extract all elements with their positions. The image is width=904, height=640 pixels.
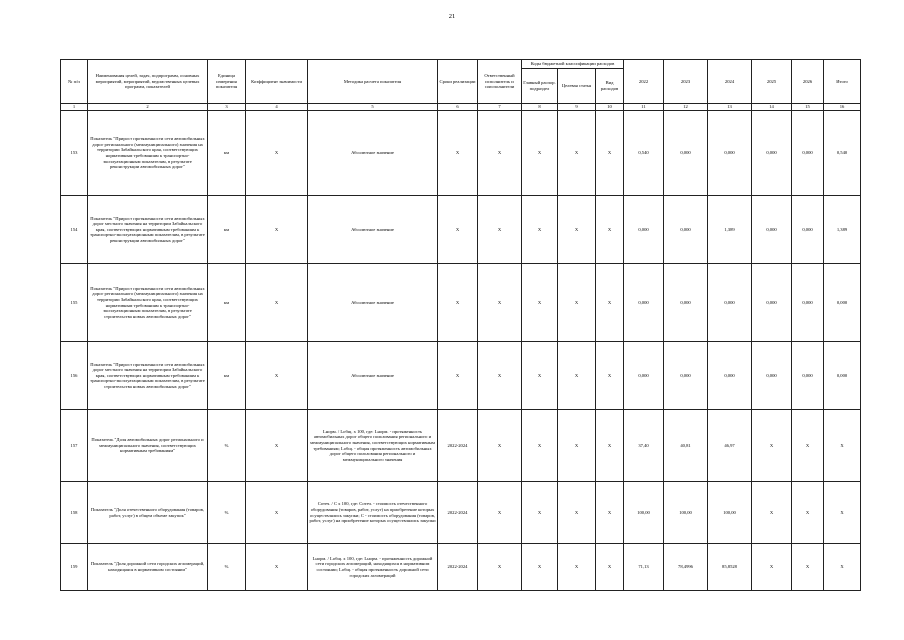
row-num: 154 (61, 196, 88, 264)
row-value-2024: 0,000 (708, 111, 752, 196)
header-year-2024: 2024 (708, 60, 752, 104)
header-name: Наименования целей, задач, подпрограмм, основных мероприятий, мероприятий, ведомственных целевых программ, показателей (88, 60, 208, 104)
row-value-2025: 0,000 (752, 342, 792, 410)
row-name: Показатель "Прирост протяженности сети автомобильных дорог регионального (межмуниципального) значения на территории Забайкальского края, соответствующих нормативным требованиям к транспортно-эксплуатационным показателям, в результате строительства новых автомобильных дорог" (88, 264, 208, 342)
column-number: 6 (438, 104, 478, 111)
header-target: Целевая статья (558, 69, 596, 104)
row-terms: Х (438, 342, 478, 410)
header-method: Методика расчета показателя (308, 60, 438, 104)
table-row (61, 544, 861, 591)
row-num: 155 (61, 264, 88, 342)
row-exp: Х (596, 264, 624, 342)
column-number: 2 (88, 104, 208, 111)
row-unit: км (208, 196, 246, 264)
row-num: 158 (61, 482, 88, 544)
row-value-2022: 0,000 (624, 196, 664, 264)
row-value-2024: 85,8528 (708, 544, 752, 591)
row-value-2026: 0,000 (792, 342, 824, 410)
row-num: 156 (61, 342, 88, 410)
header-unit: Единица измерения показателя (208, 60, 246, 104)
row-value-2024: 1,389 (708, 196, 752, 264)
row-value-2026: 0,000 (792, 196, 824, 264)
row-total: 1,389 (824, 196, 861, 264)
row-method: Абсолютное значение (308, 196, 438, 264)
row-value-2026: 0,000 (792, 111, 824, 196)
row-name: Показатель "Доля автомобильных дорог регионального и межмуниципального значения, соответствующих нормативным требованиям" (88, 410, 208, 482)
row-resp: Х (478, 482, 522, 544)
row-target: Х (558, 544, 596, 591)
row-total: Х (824, 410, 861, 482)
row-resp: Х (478, 544, 522, 591)
row-main: Х (522, 544, 558, 591)
row-value-2023: 0,000 (664, 111, 708, 196)
column-numbers-row (61, 104, 861, 111)
row-num: 159 (61, 544, 88, 591)
column-number: 14 (752, 104, 792, 111)
row-total: 0,000 (824, 264, 861, 342)
row-value-2022: 71,13 (624, 544, 664, 591)
row-coef: Х (246, 196, 308, 264)
row-name: Показатель "Прирост протяженности сети автомобильных дорог местного значения на территории Забайкальского края, соответствующих нормативным требованиям к транспортно-эксплуатационным показателям, в результате строительства новых автомобильных дорог" (88, 342, 208, 410)
row-main: Х (522, 111, 558, 196)
table-row (61, 482, 861, 544)
table-row (61, 410, 861, 482)
row-target: Х (558, 342, 596, 410)
row-resp: Х (478, 111, 522, 196)
row-coef: Х (246, 264, 308, 342)
row-exp: Х (596, 410, 624, 482)
row-value-2023: 0,000 (664, 342, 708, 410)
header-resp: Ответственный исполнитель и соисполнители (478, 60, 522, 104)
row-exp: Х (596, 111, 624, 196)
row-method: Абсолютное значение (308, 264, 438, 342)
row-value-2024: 46,97 (708, 410, 752, 482)
row-terms: Х (438, 111, 478, 196)
row-value-2023: 78,4996 (664, 544, 708, 591)
row-exp: Х (596, 482, 624, 544)
row-num: 157 (61, 410, 88, 482)
row-main: Х (522, 196, 558, 264)
row-target: Х (558, 410, 596, 482)
column-number: 1 (61, 104, 88, 111)
row-method: Абсолютное значение (308, 111, 438, 196)
row-target: Х (558, 482, 596, 544)
table-row (61, 264, 861, 342)
row-value-2024: 0,000 (708, 342, 752, 410)
row-resp: Х (478, 196, 522, 264)
column-number: 4 (246, 104, 308, 111)
header-exp: Вид расходов (596, 69, 624, 104)
header-main: Главный распор. подраздел (522, 69, 558, 104)
row-exp: Х (596, 544, 624, 591)
header-terms: Сроки реализации (438, 60, 478, 104)
header-year-2026: 2026 (792, 60, 824, 104)
row-coef: Х (246, 410, 308, 482)
row-main: Х (522, 342, 558, 410)
column-number: 16 (824, 104, 861, 111)
row-method: Cотеч. / C х 100, где: Cотеч. - стоимость отечественного оборудования (товаров, работ, услуг) на приобретение которых осуществлялись закупки; C - стоимость оборудования (товаров, работ, услуг) на приобретение которых осуществлялись закупки (308, 482, 438, 544)
row-unit: % (208, 544, 246, 591)
row-value-2023: 40,81 (664, 410, 708, 482)
column-number: 10 (596, 104, 624, 111)
column-number: 15 (792, 104, 824, 111)
row-value-2026: 0,000 (792, 264, 824, 342)
row-exp: Х (596, 342, 624, 410)
row-total: Х (824, 544, 861, 591)
row-main: Х (522, 482, 558, 544)
row-value-2025: Х (752, 544, 792, 591)
row-unit: % (208, 482, 246, 544)
row-value-2022: 0,000 (624, 264, 664, 342)
row-value-2022: 0,000 (624, 342, 664, 410)
row-target: Х (558, 111, 596, 196)
row-value-2024: 0,000 (708, 264, 752, 342)
row-method: Lнорм. / Lобщ. х 100, где: Lнорм. - протяженность автомобильных дорог общего пользования регионального и межмуниципального значения, соответствующих нормативным требованиям; Lобщ. - общая протяженность автомобильных дорог общего пользования регионального и межмуниципального значения (308, 410, 438, 482)
row-resp: Х (478, 264, 522, 342)
column-number: 3 (208, 104, 246, 111)
row-terms: Х (438, 264, 478, 342)
row-value-2022: 37,40 (624, 410, 664, 482)
header-coef: Коэффициент значимости (246, 60, 308, 104)
row-value-2022: 0,540 (624, 111, 664, 196)
column-number: 13 (708, 104, 752, 111)
row-value-2022: 100,00 (624, 482, 664, 544)
row-resp: Х (478, 410, 522, 482)
row-value-2026: Х (792, 482, 824, 544)
row-main: Х (522, 264, 558, 342)
row-unit: км (208, 342, 246, 410)
row-total: 0,540 (824, 111, 861, 196)
column-number: 7 (478, 104, 522, 111)
table-row (61, 196, 861, 264)
row-terms: 2022-2024 (438, 410, 478, 482)
row-value-2023: 0,000 (664, 196, 708, 264)
row-coef: Х (246, 544, 308, 591)
row-unit: % (208, 410, 246, 482)
row-terms: 2022-2024 (438, 544, 478, 591)
row-terms: Х (438, 196, 478, 264)
row-value-2025: Х (752, 410, 792, 482)
header-num: № п/п (61, 60, 88, 104)
column-number: 8 (522, 104, 558, 111)
column-number: 5 (308, 104, 438, 111)
row-total: 0,000 (824, 342, 861, 410)
row-num: 153 (61, 111, 88, 196)
row-terms: 2022-2024 (438, 482, 478, 544)
row-name: Показатель "Прирост протяженности сети автомобильных дорог регионального (межмуниципального) значения на территории Забайкальского края, соответствующих нормативным требованиям к транспортно-эксплуатационным показателям, в результате реконструкции автомобильных дорог" (88, 111, 208, 196)
row-value-2026: Х (792, 544, 824, 591)
row-target: Х (558, 196, 596, 264)
page-number: 21 (448, 13, 456, 20)
row-exp: Х (596, 196, 624, 264)
row-unit: км (208, 111, 246, 196)
header-total: Итого (824, 60, 861, 104)
row-name: Показатель "Прирост протяженности сети автомобильных дорог местного значения на территории Забайкальского края, соответствующих нормативным требованиям к транспортно-эксплуатационным показателям, в результате реконструкции автомобильных дорог" (88, 196, 208, 264)
row-main: Х (522, 410, 558, 482)
row-resp: Х (478, 342, 522, 410)
indicators-table (60, 59, 861, 591)
row-value-2025: 0,000 (752, 264, 792, 342)
column-number: 12 (664, 104, 708, 111)
row-unit: км (208, 264, 246, 342)
row-value-2024: 100,00 (708, 482, 752, 544)
row-value-2025: 0,000 (752, 196, 792, 264)
row-value-2023: 0,000 (664, 264, 708, 342)
table-row (61, 111, 861, 196)
row-method: Абсолютное значение (308, 342, 438, 410)
row-total: Х (824, 482, 861, 544)
column-number: 9 (558, 104, 596, 111)
column-number: 11 (624, 104, 664, 111)
row-target: Х (558, 264, 596, 342)
row-coef: Х (246, 111, 308, 196)
row-name: Показатель "Доля дорожной сети городских агломераций, находящаяся в нормативном состоянии" (88, 544, 208, 591)
header-year-2023: 2023 (664, 60, 708, 104)
row-coef: Х (246, 482, 308, 544)
header-year-2025: 2025 (752, 60, 792, 104)
row-value-2025: 0,000 (752, 111, 792, 196)
row-method: Lнорм. / Lобщ. х 100, где: Lнорм. - протяженность дорожной сети городских агломераций, находящихся в нормативном состоянии; Lобщ. - общая протяженность дорожной сети городских агломераций (308, 544, 438, 591)
table-row (61, 342, 861, 410)
header-codes-group: Коды бюджетной классификации расходов (522, 60, 624, 69)
row-coef: Х (246, 342, 308, 410)
row-value-2023: 100,00 (664, 482, 708, 544)
header-year-2022: 2022 (624, 60, 664, 104)
row-value-2026: Х (792, 410, 824, 482)
row-name: Показатель "Доля отечественного оборудования (товаров, работ, услуг) в общем объеме закупок" (88, 482, 208, 544)
row-value-2025: Х (752, 482, 792, 544)
